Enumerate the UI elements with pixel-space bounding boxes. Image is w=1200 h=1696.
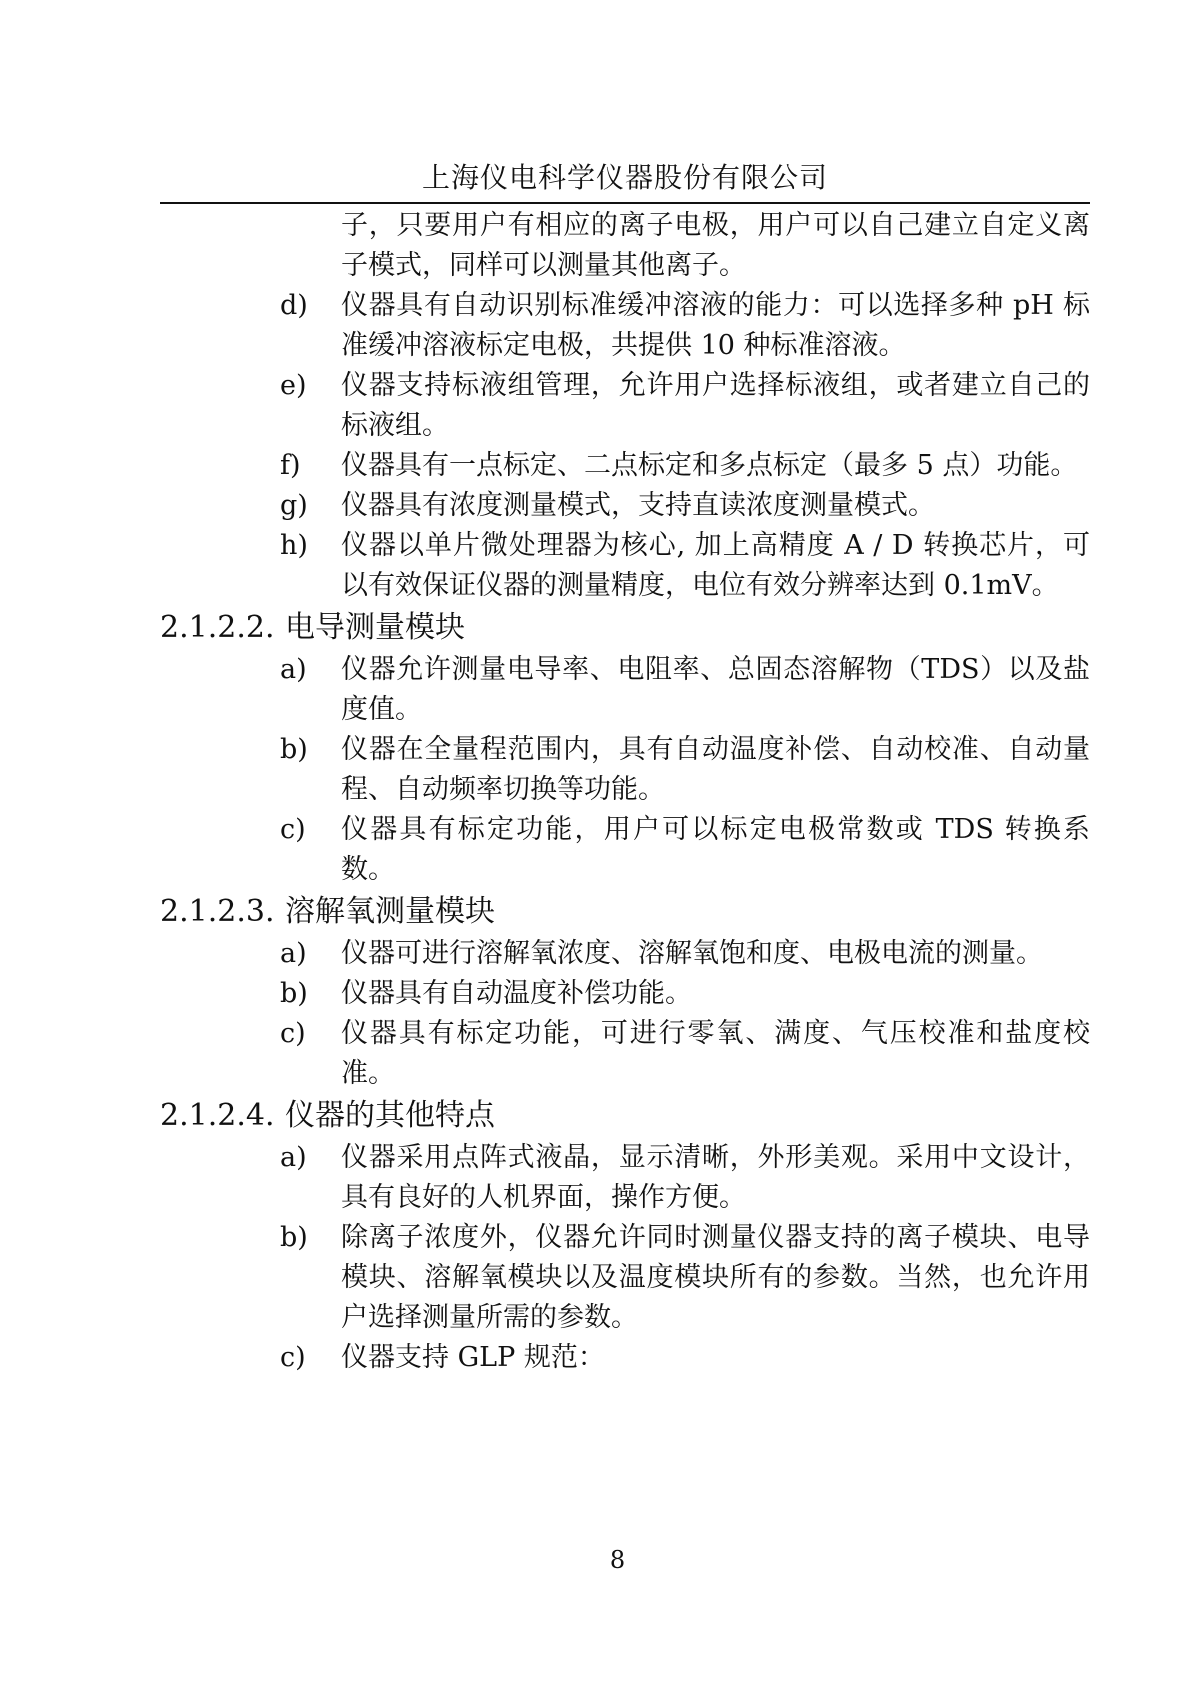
list-item-text: 仪器采用点阵式液晶，显示清晰，外形美观。采用中文设计，具有良好的人机界面，操作方便。 bbox=[341, 1142, 1090, 1213]
page-number: 8 bbox=[609, 1546, 626, 1574]
list-item-marker: h) bbox=[280, 530, 308, 561]
section-number: 2.1.2.4. bbox=[160, 1098, 275, 1133]
list-item-text: 仪器支持 GLP 规范： bbox=[341, 1342, 605, 1373]
list-item-marker: b) bbox=[280, 1222, 308, 1253]
list-item bbox=[160, 974, 1090, 1014]
list-item-marker: g) bbox=[280, 490, 308, 521]
list-item-marker: a) bbox=[280, 654, 307, 685]
section-title: 电导测量模块 bbox=[285, 610, 465, 645]
list-item bbox=[160, 446, 1090, 486]
list-item-text: 仪器具有标定功能，用户可以标定电极常数或 TDS 转换系数。 bbox=[341, 814, 1090, 885]
list-item bbox=[160, 650, 1090, 730]
section-title: 仪器的其他特点 bbox=[285, 1098, 495, 1133]
section-number: 2.1.2.3. bbox=[160, 894, 275, 929]
list-item-text: 仪器具有一点标定、二点标定和多点标定（最多 5 点）功能。 bbox=[341, 450, 1078, 481]
list-item-text: 仪器具有自动温度补偿功能。 bbox=[341, 978, 692, 1009]
page-header-company: 上海仪电科学仪器股份有限公司 bbox=[421, 161, 828, 194]
list-item-marker: e) bbox=[280, 370, 307, 401]
list-item-text: 仪器可进行溶解氧浓度、溶解氧饱和度、电极电流的测量。 bbox=[341, 938, 1043, 969]
list-item-text: 仪器具有标定功能，可进行零氧、满度、气压校准和盐度校准。 bbox=[341, 1018, 1090, 1089]
section-number: 2.1.2.2. bbox=[160, 610, 275, 645]
section-heading-dissolved-oxygen bbox=[160, 890, 1090, 934]
list-item-marker: c) bbox=[280, 814, 306, 845]
section-heading-other-features bbox=[160, 1094, 1090, 1138]
list-item-marker: a) bbox=[280, 1142, 307, 1173]
list-item-marker: f) bbox=[280, 450, 301, 481]
list-item-text: 仪器允许测量电导率、电阻率、总固态溶解物（TDS）以及盐度值。 bbox=[341, 654, 1090, 725]
list-item bbox=[160, 366, 1090, 446]
list-item-marker: c) bbox=[280, 1342, 306, 1373]
section-title: 溶解氧测量模块 bbox=[285, 894, 495, 929]
header-divider bbox=[160, 202, 1090, 204]
list-item bbox=[160, 730, 1090, 810]
list-item bbox=[160, 810, 1090, 890]
intro-continuation-paragraph: 子，只要用户有相应的离子电极，用户可以自己建立自定义离子模式，同样可以测量其他离子。 bbox=[341, 210, 1090, 281]
list-item-marker: c) bbox=[280, 1018, 306, 1049]
section-heading-conductivity bbox=[160, 606, 1090, 650]
list-item bbox=[160, 286, 1090, 366]
list-item bbox=[160, 526, 1090, 606]
list-item-marker: b) bbox=[280, 734, 308, 765]
list-item-text: 仪器支持标液组管理，允许用户选择标液组，或者建立自己的标液组。 bbox=[341, 370, 1090, 441]
list-item bbox=[160, 934, 1090, 974]
list-item bbox=[160, 1338, 1090, 1378]
list-item bbox=[160, 486, 1090, 526]
list-item-marker: a) bbox=[280, 938, 307, 969]
list-item-text: 仪器具有浓度测量模式，支持直读浓度测量模式。 bbox=[341, 490, 935, 521]
list-item-text: 仪器具有自动识别标准缓冲溶液的能力：可以选择多种 pH 标准缓冲溶液标定电极，共提供 10 种标准溶液。 bbox=[341, 290, 1090, 361]
list-item bbox=[160, 1014, 1090, 1094]
list-item-text: 除离子浓度外，仪器允许同时测量仪器支持的离子模块、电导模块、溶解氧模块以及温度模块所有的参数。当然，也允许用户选择测量所需的参数。 bbox=[341, 1222, 1090, 1333]
list-item-marker: d) bbox=[280, 290, 308, 321]
list-item-text: 仪器以单片微处理器为核心, 加上高精度 A / D 转换芯片，可以有效保证仪器的测量精度，电位有效分辨率达到 0.1mV。 bbox=[341, 530, 1090, 601]
page-content bbox=[160, 206, 1090, 1378]
list-item bbox=[160, 1218, 1090, 1338]
list-item bbox=[160, 1138, 1090, 1218]
list-item-text: 仪器在全量程范围内，具有自动温度补偿、自动校准、自动量程、自动频率切换等功能。 bbox=[341, 734, 1090, 805]
list-item-marker: b) bbox=[280, 978, 308, 1009]
